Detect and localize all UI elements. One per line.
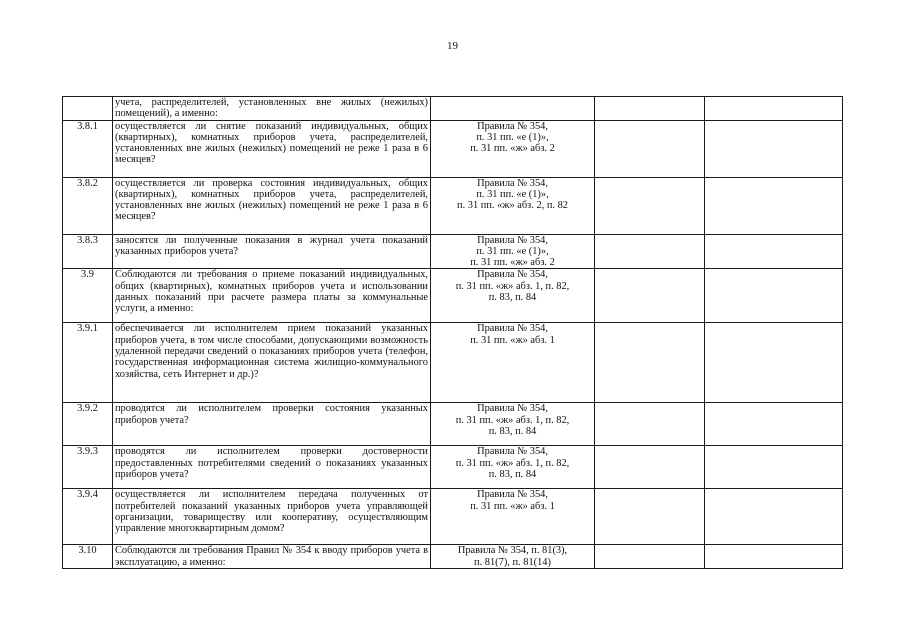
table-row	[63, 545, 843, 569]
reference-line: п. 83, п. 84	[488, 426, 537, 438]
reference-line: Правила № 354,	[477, 269, 548, 281]
table-row	[63, 269, 843, 323]
notes-cell[interactable]	[705, 120, 843, 177]
answer-cell[interactable]	[595, 403, 705, 446]
legal-reference	[431, 489, 595, 545]
item-number: 3.8.3	[63, 234, 113, 269]
reference-line: Правила № 354,	[477, 489, 548, 501]
item-number: 3.10	[63, 545, 113, 569]
table-row	[63, 323, 843, 403]
notes-cell[interactable]	[705, 323, 843, 403]
legal-reference	[431, 269, 595, 323]
checklist-question: Соблюдаются ли требования Правил № 354 к вводу приборов учета в эксплуатацию, а именно:	[113, 545, 431, 569]
legal-reference	[431, 234, 595, 269]
answer-cell[interactable]	[595, 489, 705, 545]
legal-reference	[431, 545, 595, 569]
reference-line: Правила № 354,	[477, 323, 548, 335]
checklist-question: проводятся ли исполнителем проверки достоверности предоставленных потребителями сведений о показаниях указанных приборов учета?	[113, 446, 431, 489]
table-row	[63, 97, 843, 121]
answer-cell[interactable]	[595, 177, 705, 234]
reference-line: Правила № 354,	[477, 446, 548, 458]
notes-cell[interactable]	[705, 234, 843, 269]
reference-line: п. 31 пп. «е (1)»,	[476, 245, 549, 257]
answer-cell[interactable]	[595, 269, 705, 323]
notes-cell[interactable]	[705, 97, 843, 121]
table-row	[63, 446, 843, 489]
reference-line: Правила № 354,	[477, 120, 548, 132]
notes-cell[interactable]	[705, 489, 843, 545]
answer-cell[interactable]	[595, 120, 705, 177]
item-number: 3.9	[63, 269, 113, 323]
table-row	[63, 489, 843, 545]
notes-cell[interactable]	[705, 403, 843, 446]
legal-reference	[431, 97, 595, 121]
answer-cell[interactable]	[595, 97, 705, 121]
checklist-question: заносятся ли полученные показания в журнал учета показаний указанных приборов учета?	[113, 234, 431, 269]
item-number: 3.9.2	[63, 403, 113, 446]
checklist-question: проводятся ли исполнителем проверки состояния указанных приборов учета?	[113, 403, 431, 446]
reference-line: Правила № 354, п. 81(3),	[457, 545, 568, 557]
reference-line: п. 31 пп. «ж» абз. 1	[470, 334, 555, 346]
legal-reference	[431, 446, 595, 489]
answer-cell[interactable]	[595, 234, 705, 269]
reference-line: п. 31 пп. «ж» абз. 2, п. 82	[457, 200, 568, 212]
checklist-question: осуществляется ли проверка состояния индивидуальных, общих (квартирных), комнатных приборов учета, распределителей, установленных вне жилых (нежилых) помещений не реже 1 раза в 6 месяцев?	[113, 177, 431, 234]
answer-cell[interactable]	[595, 545, 705, 569]
item-number: 3.9.1	[63, 323, 113, 403]
reference-line: п. 31 пп. «ж» абз. 1, п. 82,	[455, 414, 570, 426]
table-row	[63, 177, 843, 234]
legal-reference	[431, 403, 595, 446]
checklist-question: обеспечивается ли исполнителем прием показаний указанных приборов учета, в том числе способами, допускающими возможность удаленной передачи сведений о показаниях приборов учета (телефон, государственная информационная система жилищно-коммунального хозяйства, сеть Интернет и др.)?	[113, 323, 431, 403]
reference-line: п. 31 пп. «ж» абз. 1	[470, 500, 555, 512]
answer-cell[interactable]	[595, 323, 705, 403]
reference-line: Правила № 354,	[477, 403, 548, 415]
checklist-question: учета, распределителей, установленных вне жилых (нежилых) помещений), а именно:	[113, 97, 431, 121]
legal-reference	[431, 177, 595, 234]
reference-line: п. 81(7), п. 81(14)	[474, 556, 551, 568]
reference-line: п. 31 пп. «ж» абз. 1, п. 82,	[455, 457, 570, 469]
notes-cell[interactable]	[705, 446, 843, 489]
checklist-question: осуществляется ли снятие показаний индивидуальных, общих (квартирных), комнатных приборов учета, распределителей, установленных вне жилых (нежилых) помещений не реже 1 раза в 6 месяцев?	[113, 120, 431, 177]
reference-line: Правила № 354,	[477, 234, 548, 246]
item-number: 3.9.3	[63, 446, 113, 489]
checklist-table	[62, 96, 843, 569]
notes-cell[interactable]	[705, 177, 843, 234]
reference-line: п. 83, п. 84	[488, 292, 537, 304]
answer-cell[interactable]	[595, 446, 705, 489]
item-number	[63, 97, 113, 121]
reference-line: п. 31 пп. «ж» абз. 2	[470, 257, 555, 269]
item-number: 3.9.4	[63, 489, 113, 545]
checklist-question: осуществляется ли исполнителем передача полученных от потребителей показаний указанных приборов учета управляющей организации, товариществу или кооперативу, осуществляющим управление многоквартирным домом?	[113, 489, 431, 545]
notes-cell[interactable]	[705, 545, 843, 569]
reference-line: п. 31 пп. «ж» абз. 2	[470, 143, 555, 155]
table-row	[63, 120, 843, 177]
notes-cell[interactable]	[705, 269, 843, 323]
reference-line: Правила № 354,	[477, 177, 548, 189]
table-row	[63, 403, 843, 446]
page-number: 19	[447, 40, 458, 52]
reference-line: п. 31 пп. «ж» абз. 1, п. 82,	[455, 280, 570, 292]
reference-line: п. 83, п. 84	[488, 469, 537, 481]
item-number: 3.8.2	[63, 177, 113, 234]
checklist-question: Соблюдаются ли требования о приеме показаний индивидуальных, общих (квартирных), комнатных приборов учета и использовании данных показаний при расчете размера платы за коммунальные услуги, а именно:	[113, 269, 431, 323]
reference-line: п. 31 пп. «е (1)»,	[476, 131, 549, 143]
reference-line: п. 31 пп. «е (1)»,	[476, 188, 549, 200]
table-row	[63, 234, 843, 269]
legal-reference	[431, 323, 595, 403]
item-number: 3.8.1	[63, 120, 113, 177]
legal-reference	[431, 120, 595, 177]
